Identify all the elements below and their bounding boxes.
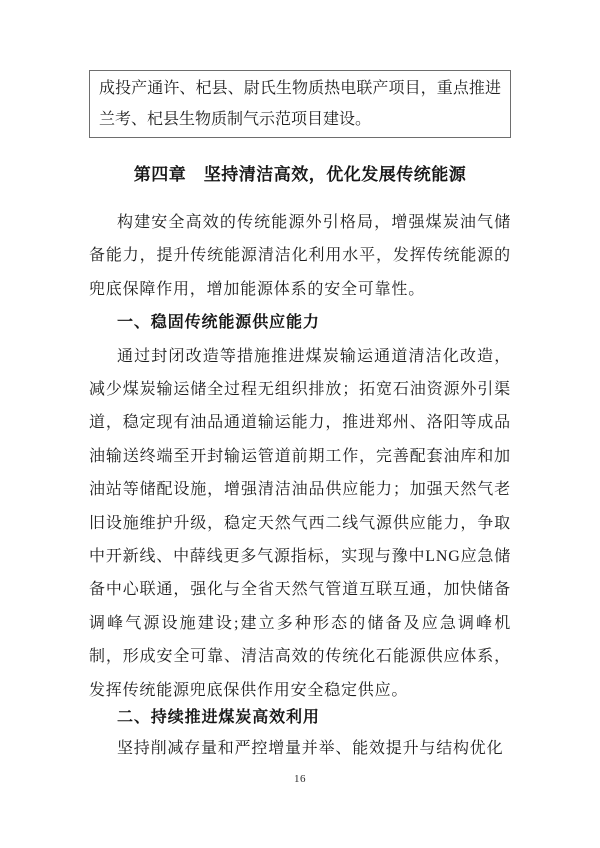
section-2-heading: 二、持续推进煤炭高效利用 (117, 709, 320, 727)
section-2-body-paragraph: 坚持削减存量和严控增量并举、能效提升与结构优化 (117, 740, 504, 758)
continued-paragraph-text: 成投产通许、杞县、尉氏生物质热电联产项目，重点推进兰考、杞县生物质制气示范项目建设。 (99, 80, 501, 128)
continued-paragraph-box (89, 70, 511, 138)
page-content (89, 70, 511, 764)
page-number: 16 (294, 773, 306, 785)
chapter-intro-paragraph: 构建安全高效的传统能源外引格局，增强煤炭油气储备能力，提升传统能源清洁化利用水平，发挥传统能源的兜底保障作用，增加能源体系的安全可靠性。 (89, 214, 511, 298)
section-1-body-paragraph: 通过封闭改造等措施推进煤炭输运通道清洁化改造，减少煤炭输运储全过程无组织排放；拓宽石油资源外引渠道，稳定现有油品通道输运能力，推进郑州、洛阳等成品油输送终端至开封输运管道前期工作，完善配套油库和加油站等储配设施，增强清洁油品供应能力；加强天然气老旧设施维护升级，稳定天然气西二线气源供应能力，争取中开新线、中薛线更多气源指标，实现与豫中LNG应急储备中心联通，强化与全省天然气管道互联互通，加快储备调峰气源设施建设;建立多种形态的储备及应急调峰机制，形成安全可靠、清洁高效的传统化石能源供应体系，发挥传统能源兜底保供作用安全稳定供应。 (89, 347, 511, 699)
section-1-heading: 一、稳固传统能源供应能力 (117, 314, 320, 332)
chapter-heading: 第四章 坚持清洁高效，优化发展传统能源 (133, 165, 467, 184)
